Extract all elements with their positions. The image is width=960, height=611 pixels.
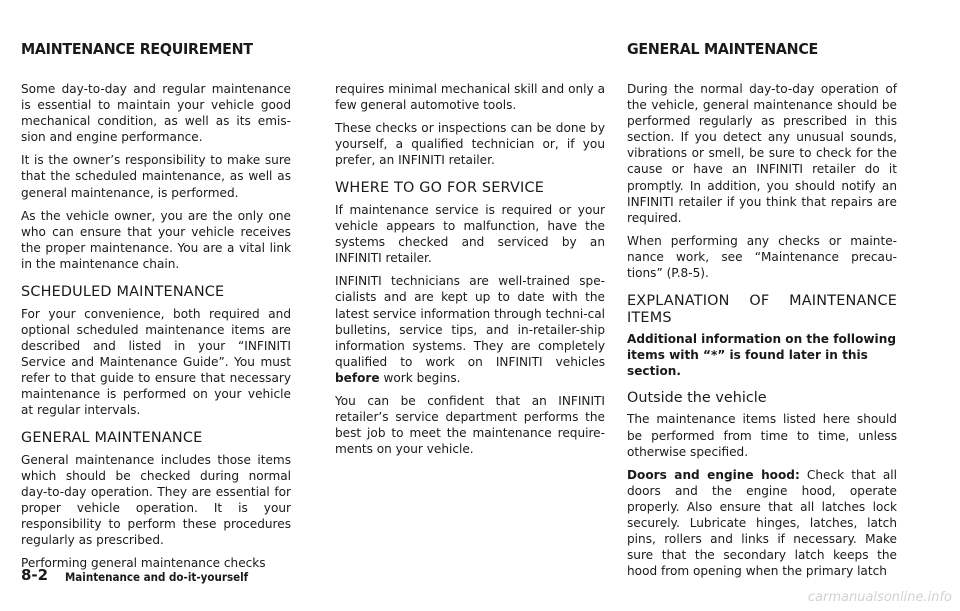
paragraph: The maintenance items listed here should be performed from time to time, unless otherwise specified. xyxy=(627,412,897,459)
paragraph: You can be confident that an INFINITI retailer’s service department performs the best job to meet the maintenance require-ments on your vehicle. xyxy=(335,394,605,457)
text-run: Check that all doors and the engine hood, operate properly. Also ensure that all latches lock securely. Lubricate hinges, latches, latch pins, rollers and links if necessary. Make sure that the secondary latch keeps the hood from opening when the primary latch xyxy=(627,467,897,579)
paragraph: When performing any checks or mainte-nance work, see “Maintenance precau-tions” (P.8-5). xyxy=(627,233,897,281)
note: Additional information on the following items with “*” is found later in this section. xyxy=(627,332,896,379)
heading-general-maintenance: GENERAL MAINTENANCE xyxy=(21,430,203,447)
bold-text: before xyxy=(335,370,380,385)
heading-scheduled-maintenance: SCHEDULED MAINTENANCE xyxy=(21,284,225,301)
paragraph: Some day-to-day and regular maintenance is essential to maintain your vehicle good mechanical condition, as well as its emis-sion and engine performance. xyxy=(21,82,291,145)
watermark: carmanualsonline.info xyxy=(807,590,952,605)
heading-outside-the-vehicle: Outside the vehicle xyxy=(627,390,767,407)
paragraph xyxy=(335,273,605,386)
column-1 xyxy=(21,81,291,578)
paragraph: These checks or inspections can be done by yourself, a qualified technician or, if you prefer, an INFINITI retailer. xyxy=(335,121,605,168)
chapter-title: Maintenance and do-it-yourself xyxy=(65,570,249,584)
heading-where-to-go-for-service: WHERE TO GO FOR SERVICE xyxy=(335,180,544,197)
paragraph: Performing general maintenance checks xyxy=(21,556,266,571)
paragraph: As the vehicle owner, you are the only one who can ensure that your vehicle receives the proper maintenance. You are a vital link in the maintenance chain. xyxy=(21,208,291,271)
heading-explanation-of-maintenance-items: EXPLANATION OF MAINTENANCE ITEMS xyxy=(627,293,897,326)
column-2 xyxy=(335,81,605,464)
section-header-general-maintenance: GENERAL MAINTENANCE xyxy=(627,40,819,58)
paragraph: For your convenience, both required and optional scheduled maintenance items are described and listed in your “INFINITI Service and Maintenance Guide”. You must refer to that guide to ensure that necessary maintenance is performed on your vehicle at regular intervals. xyxy=(21,306,291,418)
section-header-maintenance-requirement: MAINTENANCE REQUIREMENT xyxy=(21,40,253,58)
paragraph: If maintenance service is required or your vehicle appears to malfunction, have the systems checked and serviced by an INFINITI retailer. xyxy=(335,202,605,266)
column-3 xyxy=(627,81,897,586)
text-run: INFINITI technicians are well-trained spe-cialists and are kept up to date with the latest service information through techni-cal bulletins, service tips, and in-retailer-ship information systems. They are completely qualified to work on INFINITI vehicles xyxy=(335,274,605,369)
paragraph: During the normal day-to-day operation of the vehicle, general maintenance should be performed regularly as prescribed in this section. If you detect any unusual sounds, vibrations or smell, be sure to check for the cause or have an INFINITI retailer do it promptly. In addition, you should notify an INFINITI retailer if you think that repairs are required. xyxy=(627,82,897,225)
paragraph xyxy=(627,467,897,580)
text-run: work begins. xyxy=(379,370,461,385)
paragraph: requires minimal mechanical skill and only a few general automotive tools. xyxy=(335,82,605,113)
paragraph: General maintenance includes those items which should be checked during normal day-to-day operation. They are essential for proper vehicle operation. It is your responsibility to perform these procedures regularly as prescribed. xyxy=(21,452,291,548)
paragraph: It is the owner’s responsibility to make sure that the scheduled maintenance, as well as general maintenance, is performed. xyxy=(21,153,291,200)
bold-text: Doors and engine hood: xyxy=(627,467,800,482)
page-number: 8-2 xyxy=(21,566,49,584)
